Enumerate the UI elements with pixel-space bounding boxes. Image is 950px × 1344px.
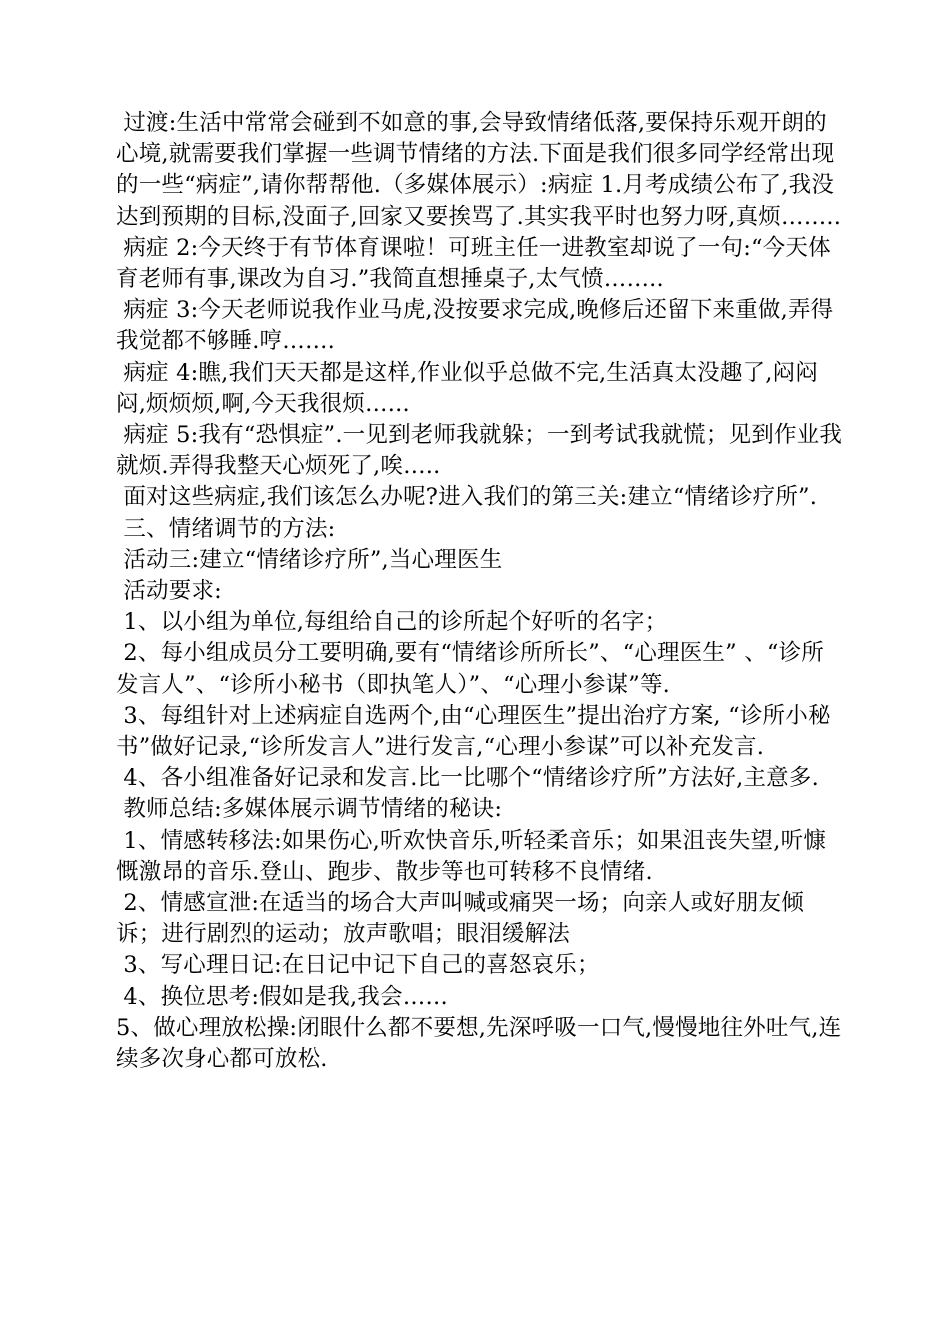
section-heading-methods: 三、情绪调节的方法: xyxy=(116,515,336,542)
paragraph-symptom-2: 病症 2:今天终于有节体育课啦！可班主任一进教室却说了一句:“今天体育老师有事,课改为自习.”我简直想捶桌子,太气愤…….. xyxy=(116,234,831,293)
activity-requirements-heading: 活动要求: xyxy=(116,578,222,605)
paragraph-symptom-3: 病症 3:今天老师说我作业马虎,没按要求完成,晚修后还留下来重做,弄得我觉都不够睡.哼……. xyxy=(116,297,834,355)
teacher-summary-heading: 教师总结:多媒体展示调节情绪的秘诀: xyxy=(116,796,503,823)
tip-item-3: 3、写心理日记:在日记中记下自己的喜怒哀乐； xyxy=(116,952,600,979)
tip-item-5: 5、做心理放松操:闭眼什么都不要想,先深呼吸一口气,慢慢地往外吐气,连续多次身心都可放松. xyxy=(116,1014,842,1073)
paragraph-symptom-5: 病症 5:我有“恐惧症”.一见到老师我就躲；一到考试我就慌；见到作业我就烦.弄得我整天心烦死了,唉….. xyxy=(116,422,843,480)
tip-item-1: 1、情感转移法:如果伤心,听欢快音乐,听轻柔音乐；如果沮丧失望,听慷慨激昂的音乐.登山、跑步、散步等也可转移不良情绪. xyxy=(116,827,827,885)
document-body xyxy=(116,108,846,1075)
tip-item-4: 4、换位思考:假如是我,我会…… xyxy=(116,983,449,1010)
tip-item-2: 2、情感宣泄:在适当的场合大声叫喊或痛哭一场；向亲人或好朋友倾诉；进行剧烈的运动；放声歌唱；眼泪缓解法 xyxy=(116,890,804,948)
paragraph-symptom-4: 病症 4:瞧,我们天天都是这样,作业似乎总做不完,生活真太没趣了,闷闷闷,烦烦烦,啊,今天我很烦…... xyxy=(116,359,819,417)
paragraph-transition: 过渡:生活中常常会碰到不如意的事,会导致情绪低落,要保持乐观开朗的心境,就需要我们掌握一些调节情绪的方法.下面是我们很多同学经常出现的一些“病症”,请你帮帮他.（多媒体展示）:病症 1.月考成绩公布了,我没达到预期的目标,没面子,回家又要挨骂了.其实我平时也努力呀,真烦…….. xyxy=(116,110,842,230)
activity-three-title: 活动三:建立“情绪诊疗所”,当心理医生 xyxy=(116,546,503,573)
requirement-item-1: 1、以小组为单位,每组给自己的诊所起个好听的名字； xyxy=(116,609,668,636)
requirement-item-2: 2、每小组成员分工要明确,要有“情绪诊所所长”、“心理医生” 、“诊所发言人”、“诊所小秘书（即执笔人）”、“心理小参谋”等. xyxy=(116,640,824,698)
requirement-item-4: 4、各小组准备好记录和发言.比一比哪个“情绪诊疗所”方法好,主意多. xyxy=(116,765,819,792)
requirement-item-3: 3、每组针对上述病症自选两个,由“心理医生”提出治疗方案, “诊所小秘书”做好记录,“诊所发言人”进行发言,“心理小参谋”可以补充发言. xyxy=(116,702,831,761)
paragraph-question: 面对这些病症,我们该怎么办呢?进入我们的第三关:建立“情绪诊疗所”. xyxy=(116,484,818,511)
